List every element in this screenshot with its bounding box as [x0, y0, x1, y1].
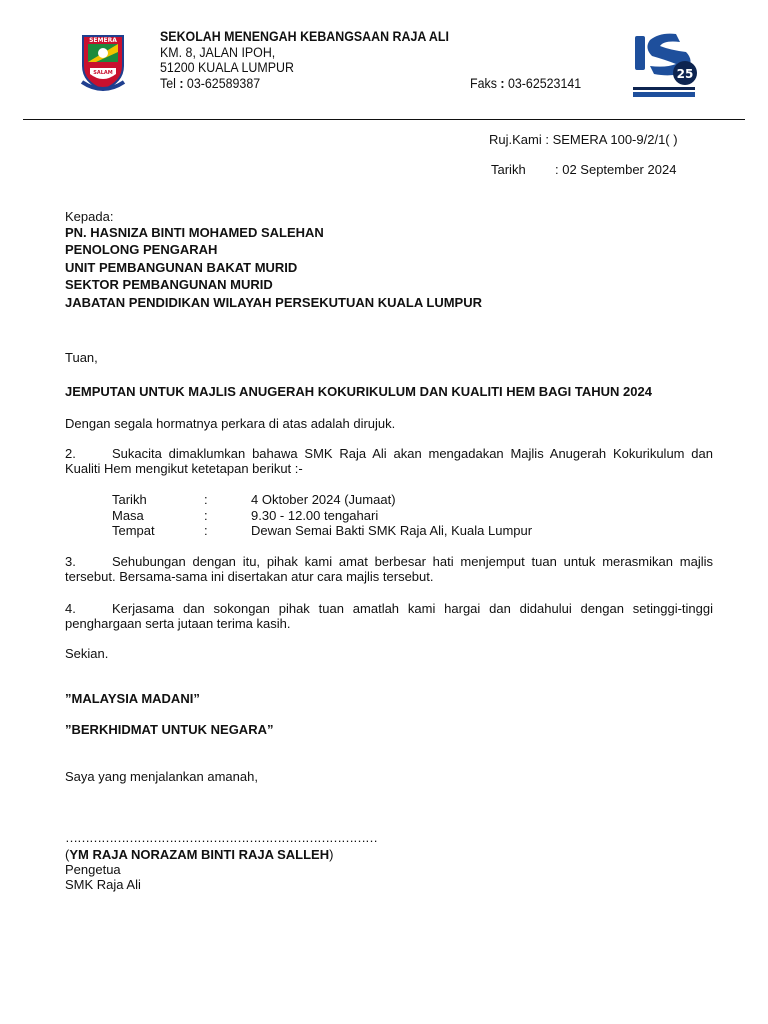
paragraph-3: [65, 554, 713, 584]
paragraph-4-text: Kerjasama dan sokongan pihak tuan amatlah kami hargai dan didahului dengan setinggi-tinggi penghargaan serta jutaan terima kasih.: [65, 601, 713, 631]
paragraph-4: [65, 601, 713, 631]
anniversary-badge-logo: [630, 30, 698, 98]
recipient-label: Kepada:: [65, 209, 114, 224]
signatory-name: [65, 847, 333, 862]
closing-text: Sekian.: [65, 646, 109, 661]
detail-time-key: Masa: [112, 508, 144, 523]
name-open-paren: (: [65, 847, 70, 862]
letter-subject: JEMPUTAN UNTUK MAJLIS ANUGERAH KOKURIKULUM DAN KUALITI HEM BAGI TAHUN 2024: [65, 384, 652, 399]
signature-dots: ……………………………………………………………………: [65, 830, 377, 845]
recipient-name: PN. HASNIZA BINTI MOHAMED SALEHAN: [65, 225, 324, 240]
intro-paragraph: Dengan segala hormatnya perkara di atas adalah dirujuk.: [65, 416, 396, 431]
fax-sep: :: [496, 76, 508, 91]
detail-date-sep: :: [204, 492, 208, 507]
name-close-paren: ): [329, 847, 334, 862]
recipient-unit: UNIT PEMBANGUNAN BAKAT MURID: [65, 260, 298, 275]
paragraph-4-number: 4.: [65, 601, 76, 616]
recipient-sector: SEKTOR PEMBANGUNAN MURID: [65, 277, 273, 292]
detail-venue-key: Tempat: [112, 523, 155, 538]
tel-sep: :: [175, 76, 187, 91]
recipient-position: PENOLONG PENGARAH: [65, 242, 218, 257]
tel-label: Tel: [160, 76, 176, 91]
fax: [470, 76, 581, 91]
paragraph-2-number: 2.: [65, 446, 76, 461]
detail-time-value: 9.30 - 12.00 tengahari: [251, 508, 379, 523]
crest-motto: SALAM: [93, 70, 113, 76]
detail-date-value: 4 Oktober 2024 (Jumaat): [251, 492, 396, 507]
slogan-berkhidmat: ”BERKHIDMAT UNTUK NEGARA”: [65, 722, 274, 737]
slogan-malaysia-madani: ”MALAYSIA MADANI”: [65, 691, 200, 706]
trust-line: Saya yang menjalankan amanah,: [65, 769, 258, 784]
badge-number: 25: [676, 67, 694, 81]
salutation: Tuan,: [65, 350, 98, 365]
paragraph-2-text: Sukacita dimaklumkan bahawa SMK Raja Ali akan mengadakan Majlis Anugerah Kokurikulum dan Kualiti Hem mengikut ketetapan berikut :-: [65, 446, 713, 476]
tel-value: 03-62589387: [186, 76, 261, 91]
telephone: [160, 76, 260, 91]
detail-venue-value: Dewan Semai Bakti SMK Raja Ali, Kuala Lumpur: [251, 523, 533, 538]
paragraph-2: [65, 446, 713, 476]
recipient-department: JABATAN PENDIDIKAN WILAYAH PERSEKUTUAN KUALA LUMPUR: [65, 295, 482, 310]
detail-date-key: Tarikh: [112, 492, 147, 507]
letter-date-label: Tarikh: [491, 162, 526, 177]
detail-venue-sep: :: [204, 523, 208, 538]
signatory-school: SMK Raja Ali: [65, 877, 141, 892]
reference-number: Ruj.Kami : SEMERA 100-9/2/1( ): [489, 132, 678, 147]
paragraph-3-text: Sehubungan dengan itu, pihak kami amat berbesar hati menjemput tuan untuk merasmikan majlis tersebut. Bersama-sama ini disertakan atur cara majlis tersebut.: [65, 554, 713, 584]
school-name: SEKOLAH MENENGAH KEBANGSAAN RAJA ALI: [160, 29, 449, 44]
address-line-1: KM. 8, JALAN IPOH,: [160, 45, 276, 60]
fax-value: 03-62523141: [507, 76, 582, 91]
detail-time-sep: :: [204, 508, 208, 523]
crest-text: SEMERA: [89, 37, 117, 44]
signatory-title: Pengetua: [65, 862, 121, 877]
fax-label: Faks: [470, 76, 497, 91]
letterhead-divider: [23, 119, 745, 120]
letter-date-value: : 02 September 2024: [555, 162, 677, 177]
signatory-name-text: YM RAJA NORAZAM BINTI RAJA SALLEH: [69, 847, 330, 862]
address-line-2: 51200 KUALA LUMPUR: [160, 60, 294, 75]
school-crest-logo: [80, 32, 126, 94]
paragraph-3-number: 3.: [65, 554, 76, 569]
